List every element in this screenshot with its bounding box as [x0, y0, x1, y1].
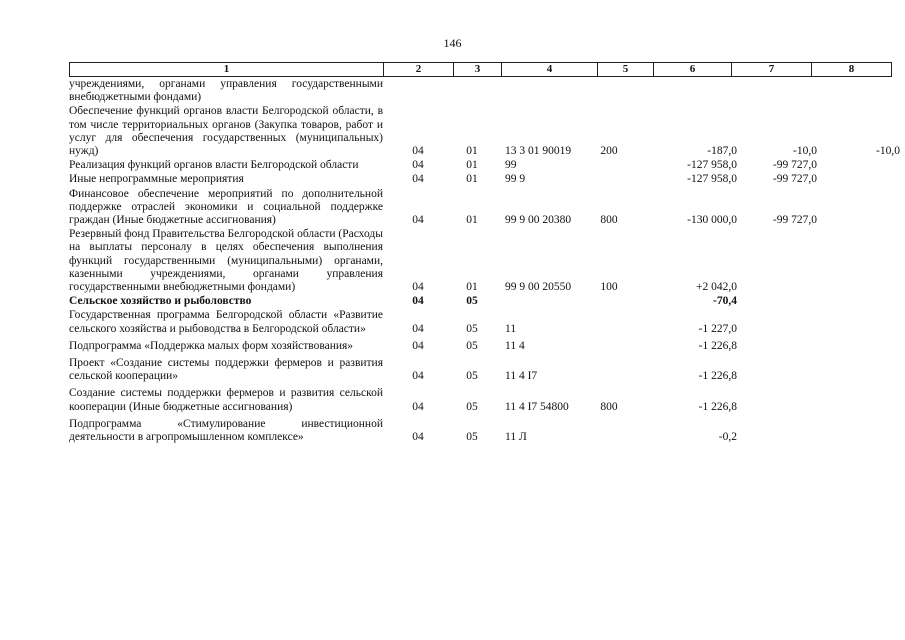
table-body	[69, 78, 905, 445]
row-amount-1: -1 227,0	[698, 322, 737, 335]
row-target-code: 99 9	[505, 173, 526, 186]
row-amount-2: -10,0	[793, 145, 817, 158]
row-subsection: 05	[466, 431, 478, 444]
header-col-4: 4	[502, 63, 598, 76]
row-target-code: 99 9 00 20550	[505, 281, 572, 294]
row-description: Сельское хозяйство и рыболовство	[69, 295, 252, 308]
header-col-8: 8	[848, 63, 855, 75]
row-description: Создание системы поддержки фермеров и развития сельской кооперации (Иные бюджетные ассигнования)	[69, 387, 383, 413]
row-section: 04	[412, 159, 424, 172]
row-description: Иные непрограммные мероприятия	[69, 173, 244, 186]
row-amount-1: -1 226,8	[698, 370, 737, 383]
row-amount-2: -99 727,0	[772, 159, 817, 172]
row-expense-type: 800	[600, 400, 618, 413]
row-section: 04	[412, 339, 424, 352]
row-subsection: 05	[466, 339, 478, 352]
row-description: Финансовое обеспечение мероприятий по дополнительной поддержке отраслей экономики и социальной поддержке граждан (Иные бюджетные ассигнования)	[69, 187, 383, 227]
row-subsection: 01	[466, 173, 478, 186]
row-target-code: 13 3 01 90019	[505, 145, 572, 158]
row-section: 04	[412, 145, 424, 158]
row-description: Государственная программа Белгородской области «Развитие сельского хозяйства и рыбоводства в Белгородской области»	[69, 309, 383, 335]
row-amount-1: -1 226,8	[698, 400, 737, 413]
row-target-code: 99 9 00 20380	[505, 214, 572, 227]
row-subsection: 05	[466, 370, 478, 383]
row-expense-type: 200	[600, 145, 618, 158]
header-col-2: 2	[384, 63, 454, 76]
row-amount-1: +2 042,0	[696, 281, 737, 294]
table-row	[69, 295, 905, 308]
row-amount-1: -1 226,8	[698, 339, 737, 352]
row-subsection: 01	[466, 214, 478, 227]
row-amount-1: -127 958,0	[687, 173, 737, 186]
row-amount-1: -187,0	[707, 145, 737, 158]
row-section: 04	[412, 431, 424, 444]
row-section: 04	[412, 400, 424, 413]
row-amount-1: -0,2	[718, 431, 737, 444]
row-subsection: 05	[466, 295, 478, 308]
row-description: Обеспечение функций органов власти Белгородской области, в том числе территориальных органов (Закупка товаров, работ и услуг для обеспечения государственных (муниципальных) нужд)	[69, 105, 383, 158]
row-description: Подпрограмма «Поддержка малых форм хозяйствования»	[69, 339, 354, 352]
header-col-3: 3	[454, 63, 502, 76]
row-section: 04	[412, 322, 424, 335]
header-col-5: 5	[598, 63, 654, 76]
row-subsection: 05	[466, 400, 478, 413]
row-amount-2: -99 727,0	[772, 173, 817, 186]
row-expense-type: 100	[600, 281, 618, 294]
table-row	[69, 357, 905, 383]
row-amount-2: -99 727,0	[772, 214, 817, 227]
row-target-code: 11 4 I7	[505, 370, 538, 383]
table-row	[69, 188, 905, 228]
row-subsection: 01	[466, 159, 478, 172]
row-target-code: 11 4	[505, 339, 525, 352]
row-target-code: 11 Л	[505, 431, 527, 444]
row-target-code: 11	[505, 322, 517, 335]
table-row	[69, 173, 905, 186]
row-expense-type: 800	[600, 214, 618, 227]
table-row	[69, 228, 905, 294]
row-description: Резервный фонд Правительства Белгородской области (Расходы на выплаты персоналу в целях обеспечения выполнения функций государственными (муниципальными) органами, казенными учреждениями, органами управления государственными внебюджетными фондами)	[69, 228, 383, 294]
row-section: 04	[412, 281, 424, 294]
table-row	[69, 340, 905, 353]
row-subsection: 01	[466, 281, 478, 294]
table-row	[69, 159, 905, 172]
header-col-6: 6	[654, 63, 732, 76]
row-amount-3: -10,0	[876, 145, 900, 158]
table-row	[69, 105, 905, 158]
table-row	[69, 78, 905, 104]
row-amount-1: -70,4	[713, 295, 737, 308]
row-subsection: 05	[466, 322, 478, 335]
row-subsection: 01	[466, 145, 478, 158]
row-description: Подпрограмма «Стимулирование инвестиционной деятельности в агропромышленном комплексе»	[69, 417, 383, 444]
header-col-7: 7	[732, 63, 812, 76]
row-section: 04	[412, 173, 424, 186]
row-amount-1: -127 958,0	[687, 159, 737, 172]
row-description: учреждениями, органами управления государственными внебюджетными фондами)	[69, 78, 383, 104]
table-header	[69, 62, 892, 77]
row-target-code: 99	[505, 159, 517, 172]
row-amount-1: -130 000,0	[687, 214, 737, 227]
row-section: 04	[412, 214, 424, 227]
page-number: 146	[443, 36, 462, 50]
table-row	[69, 418, 905, 444]
row-section: 04	[412, 370, 424, 383]
row-description: Проект «Создание системы поддержки фермеров и развития сельской кооперации»	[69, 357, 383, 383]
header-col-1: 1	[70, 63, 384, 76]
table-row	[69, 309, 905, 335]
row-description: Реализация функций органов власти Белгородской области	[69, 159, 359, 172]
row-section: 04	[412, 295, 424, 308]
row-target-code: 11 4 I7 54800	[505, 400, 569, 413]
table-row	[69, 387, 905, 413]
